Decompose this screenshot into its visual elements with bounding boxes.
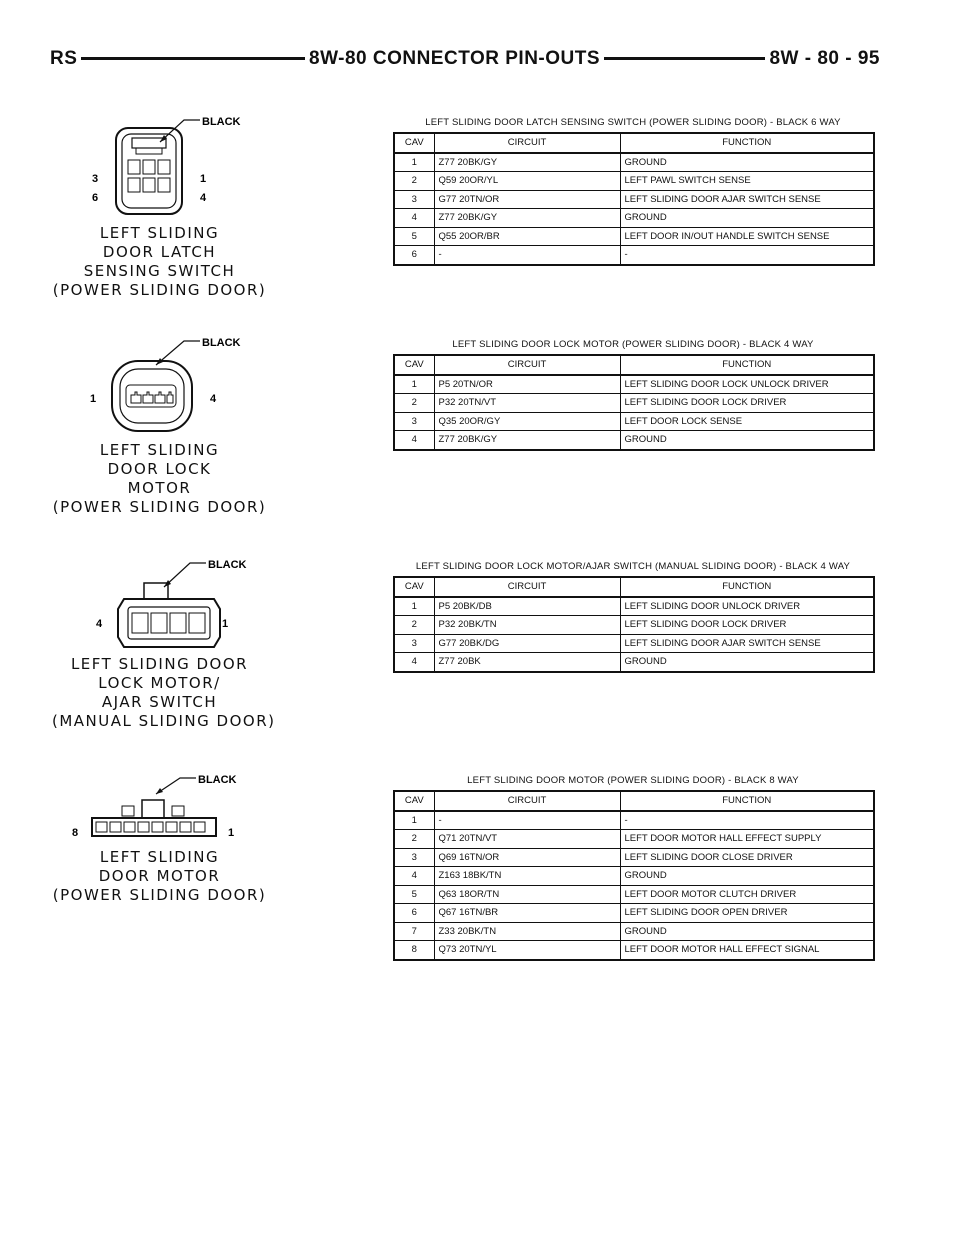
- table-row: [394, 904, 874, 923]
- cavity: [166, 822, 177, 832]
- column-header-function: FUNCTION: [620, 791, 874, 811]
- column-header-cav: CAV: [394, 133, 434, 153]
- table-row: [394, 830, 874, 849]
- cav-cell: 5: [394, 227, 434, 246]
- pin-label: 8: [72, 827, 79, 839]
- guide-rib: [172, 806, 184, 816]
- table-row: [394, 653, 874, 672]
- circuit-cell: G77 20TN/OR: [434, 190, 620, 209]
- connector-drawing: [52, 112, 267, 224]
- pinout-table: [393, 576, 875, 673]
- cavity: [96, 822, 107, 832]
- table-title: LEFT SLIDING DOOR LATCH SENSING SWITCH (POWER SLIDING DOOR) - BLACK 6 WAY: [425, 117, 841, 128]
- pin-label: 1: [228, 827, 235, 839]
- circuit-cell: Z77 20BK/GY: [434, 431, 620, 450]
- caption-line: LOCK MOTOR/: [98, 674, 221, 692]
- pinout-table-latch-switch: [393, 117, 873, 266]
- cav-cell: 2: [394, 830, 434, 849]
- header-section-code: RS: [50, 44, 81, 74]
- cav-cell: 2: [394, 616, 434, 635]
- caption-line: LEFT SLIDING: [99, 224, 220, 242]
- cavity: [151, 613, 167, 633]
- circuit-cell: Q67 16TN/BR: [434, 904, 620, 923]
- function-cell: LEFT SLIDING DOOR LOCK UNLOCK DRIVER: [620, 375, 874, 394]
- connector-body: [92, 818, 216, 836]
- circuit-cell: -: [434, 811, 620, 830]
- table-title: LEFT SLIDING DOOR MOTOR (POWER SLIDING DOOR) - BLACK 8 WAY: [467, 775, 799, 786]
- column-header-function: FUNCTION: [620, 133, 874, 153]
- circuit-cell: P32 20BK/TN: [434, 616, 620, 635]
- cav-cell: 4: [394, 653, 434, 672]
- circuit-cell: Z77 20BK: [434, 653, 620, 672]
- cav-cell: 1: [394, 811, 434, 830]
- latch-tab: [132, 138, 166, 148]
- pin-label: 1: [90, 393, 97, 405]
- function-cell: GROUND: [620, 653, 874, 672]
- column-header-cav: CAV: [394, 791, 434, 811]
- cavity: [194, 822, 205, 832]
- cavity: [152, 822, 163, 832]
- pin-label: 4: [210, 393, 217, 405]
- function-cell: LEFT SLIDING DOOR AJAR SWITCH SENSE: [620, 190, 874, 209]
- cav-cell: 3: [394, 412, 434, 431]
- column-header-circuit: CIRCUIT: [434, 355, 620, 375]
- leader-arrow: [156, 788, 163, 794]
- circuit-cell: P32 20TN/VT: [434, 394, 620, 413]
- caption-line: LEFT SLIDING: [99, 441, 220, 459]
- function-cell: GROUND: [620, 153, 874, 172]
- circuit-cell: G77 20BK/DG: [434, 634, 620, 653]
- header-title: 8W-80 CONNECTOR PIN-OUTS: [305, 44, 604, 74]
- circuit-cell: Z33 20BK/TN: [434, 922, 620, 941]
- caption-line: (POWER SLIDING DOOR): [52, 886, 267, 904]
- table-row: [394, 597, 874, 616]
- cavity: [189, 613, 205, 633]
- connector-inner: [128, 607, 210, 639]
- connector-inner: [120, 369, 184, 423]
- cavity: [143, 178, 155, 192]
- table-row: [394, 172, 874, 191]
- table-title: LEFT SLIDING DOOR LOCK MOTOR/AJAR SWITCH (MANUAL SLIDING DOOR) - BLACK 4 WAY: [415, 561, 851, 572]
- table-row: [394, 153, 874, 172]
- color-label: BLACK: [208, 559, 247, 571]
- cav-cell: 5: [394, 885, 434, 904]
- cav-cell: 1: [394, 375, 434, 394]
- connector-drawing: [52, 333, 267, 441]
- table-row: [394, 848, 874, 867]
- pinout-table: [393, 354, 875, 451]
- cav-cell: 7: [394, 922, 434, 941]
- cavity: [110, 822, 121, 832]
- caption-line: SENSING SWITCH: [83, 262, 236, 280]
- function-cell: LEFT DOOR LOCK SENSE: [620, 412, 874, 431]
- circuit-cell: Q35 20OR/GY: [434, 412, 620, 431]
- caption-line: LEFT SLIDING DOOR: [70, 655, 249, 673]
- function-cell: LEFT SLIDING DOOR UNLOCK DRIVER: [620, 597, 874, 616]
- cav-cell: 4: [394, 431, 434, 450]
- table-row: [394, 616, 874, 635]
- pin-label: 1: [222, 618, 229, 630]
- function-cell: LEFT DOOR IN/OUT HANDLE SWITCH SENSE: [620, 227, 874, 246]
- cav-cell: 2: [394, 394, 434, 413]
- cavity: [158, 178, 170, 192]
- table-row: [394, 375, 874, 394]
- terminal: [167, 392, 173, 403]
- function-cell: GROUND: [620, 209, 874, 228]
- function-cell: LEFT SLIDING DOOR LOCK DRIVER: [620, 394, 874, 413]
- color-label: BLACK: [202, 116, 241, 128]
- circuit-cell: Z77 20BK/GY: [434, 153, 620, 172]
- caption-line: DOOR LATCH: [102, 243, 217, 261]
- cavity: [132, 613, 148, 633]
- function-cell: GROUND: [620, 867, 874, 886]
- cav-cell: 3: [394, 848, 434, 867]
- table-row: [394, 246, 874, 265]
- pinout-table: [393, 132, 875, 266]
- column-header-function: FUNCTION: [620, 355, 874, 375]
- connector-diagram-latch-switch: [52, 112, 267, 300]
- table-row: [394, 209, 874, 228]
- pinout-table-lock-motor-ajar-switch: [393, 561, 873, 673]
- table-row: [394, 412, 874, 431]
- connector-caption: [52, 224, 267, 300]
- function-cell: LEFT SLIDING DOOR OPEN DRIVER: [620, 904, 874, 923]
- connector-caption: [52, 441, 267, 517]
- cav-cell: 2: [394, 172, 434, 191]
- terminal: [131, 392, 141, 403]
- cav-cell: 4: [394, 867, 434, 886]
- cav-cell: 1: [394, 597, 434, 616]
- cavity: [128, 178, 140, 192]
- function-cell: LEFT DOOR MOTOR HALL EFFECT SIGNAL: [620, 941, 874, 960]
- table-row: [394, 941, 874, 960]
- circuit-cell: P5 20BK/DB: [434, 597, 620, 616]
- circuit-cell: Q69 16TN/OR: [434, 848, 620, 867]
- pinout-table: [393, 790, 875, 961]
- connector-caption: [52, 848, 267, 905]
- cav-cell: 4: [394, 209, 434, 228]
- color-label: BLACK: [198, 774, 237, 786]
- cav-cell: 1: [394, 153, 434, 172]
- column-header-cav: CAV: [394, 355, 434, 375]
- table-row: [394, 634, 874, 653]
- circuit-cell: -: [434, 246, 620, 265]
- pin-housing: [126, 385, 176, 407]
- pin-label: 4: [200, 192, 207, 204]
- caption-line: DOOR LOCK: [107, 460, 212, 478]
- latch-tab: [142, 800, 164, 818]
- function-cell: -: [620, 811, 874, 830]
- color-label: BLACK: [202, 337, 241, 349]
- table-row: [394, 394, 874, 413]
- table-row: [394, 811, 874, 830]
- column-header-cav: CAV: [394, 577, 434, 597]
- connector-inner: [122, 134, 176, 208]
- pin-label: 4: [96, 618, 103, 630]
- cav-cell: 6: [394, 904, 434, 923]
- table-row: [394, 922, 874, 941]
- column-header-circuit: CIRCUIT: [434, 577, 620, 597]
- cav-cell: 6: [394, 246, 434, 265]
- connector-diagram-door-motor: [52, 770, 267, 905]
- circuit-cell: Z163 18BK/TN: [434, 867, 620, 886]
- caption-line: (POWER SLIDING DOOR): [52, 498, 267, 516]
- cavity: [124, 822, 135, 832]
- caption-line: DOOR MOTOR: [98, 867, 221, 885]
- function-cell: LEFT PAWL SWITCH SENSE: [620, 172, 874, 191]
- cav-cell: 3: [394, 634, 434, 653]
- cav-cell: 8: [394, 941, 434, 960]
- circuit-cell: Q63 18OR/TN: [434, 885, 620, 904]
- cavity: [138, 822, 149, 832]
- caption-line: LEFT SLIDING: [99, 848, 220, 866]
- caption-line: (POWER SLIDING DOOR): [52, 281, 267, 299]
- latch-tab: [144, 583, 168, 599]
- cavity: [158, 160, 170, 174]
- table-header-row: [394, 355, 874, 375]
- circuit-cell: Q55 20OR/BR: [434, 227, 620, 246]
- table-row: [394, 885, 874, 904]
- connector-body: [112, 361, 192, 431]
- circuit-cell: P5 20TN/OR: [434, 375, 620, 394]
- cavity: [180, 822, 191, 832]
- connector-drawing: [52, 555, 267, 655]
- table-title: LEFT SLIDING DOOR LOCK MOTOR (POWER SLIDING DOOR) - BLACK 4 WAY: [452, 339, 814, 350]
- column-header-circuit: CIRCUIT: [434, 133, 620, 153]
- function-cell: LEFT SLIDING DOOR CLOSE DRIVER: [620, 848, 874, 867]
- cavity: [143, 160, 155, 174]
- latch-tab-lower: [136, 148, 162, 154]
- terminal: [155, 392, 165, 403]
- caption-line: (MANUAL SLIDING DOOR): [52, 712, 276, 730]
- circuit-cell: Q71 20TN/VT: [434, 830, 620, 849]
- circuit-cell: Z77 20BK/GY: [434, 209, 620, 228]
- table-row: [394, 190, 874, 209]
- pin-label: 1: [200, 173, 207, 185]
- cav-cell: 3: [394, 190, 434, 209]
- caption-line: AJAR SWITCH: [101, 693, 218, 711]
- pinout-table-lock-motor: [393, 339, 873, 451]
- pin-label: 6: [92, 192, 99, 204]
- page-header: [50, 44, 880, 74]
- table-row: [394, 867, 874, 886]
- column-header-function: FUNCTION: [620, 577, 874, 597]
- function-cell: LEFT SLIDING DOOR LOCK DRIVER: [620, 616, 874, 635]
- caption-line: MOTOR: [127, 479, 192, 497]
- function-cell: -: [620, 246, 874, 265]
- column-header-circuit: CIRCUIT: [434, 791, 620, 811]
- connector-diagram-lock-motor: [52, 333, 267, 517]
- table-header-row: [394, 133, 874, 153]
- table-header-row: [394, 577, 874, 597]
- connector-diagram-lock-motor-ajar-switch: [52, 555, 276, 731]
- cavity: [128, 160, 140, 174]
- cavity: [170, 613, 186, 633]
- terminal: [143, 392, 153, 403]
- pin-label: 3: [92, 173, 99, 185]
- function-cell: GROUND: [620, 431, 874, 450]
- connector-body: [116, 128, 182, 214]
- connector-caption: [52, 655, 276, 731]
- function-cell: LEFT DOOR MOTOR CLUTCH DRIVER: [620, 885, 874, 904]
- guide-rib: [122, 806, 134, 816]
- connector-drawing: [52, 770, 267, 848]
- function-cell: LEFT DOOR MOTOR HALL EFFECT SUPPLY: [620, 830, 874, 849]
- pinout-table-door-motor: [393, 775, 873, 961]
- table-row: [394, 227, 874, 246]
- circuit-cell: Q59 20OR/YL: [434, 172, 620, 191]
- function-cell: GROUND: [620, 922, 874, 941]
- table-row: [394, 431, 874, 450]
- circuit-cell: Q73 20TN/YL: [434, 941, 620, 960]
- function-cell: LEFT SLIDING DOOR AJAR SWITCH SENSE: [620, 634, 874, 653]
- header-page-number: 8W - 80 - 95: [765, 44, 880, 74]
- table-header-row: [394, 791, 874, 811]
